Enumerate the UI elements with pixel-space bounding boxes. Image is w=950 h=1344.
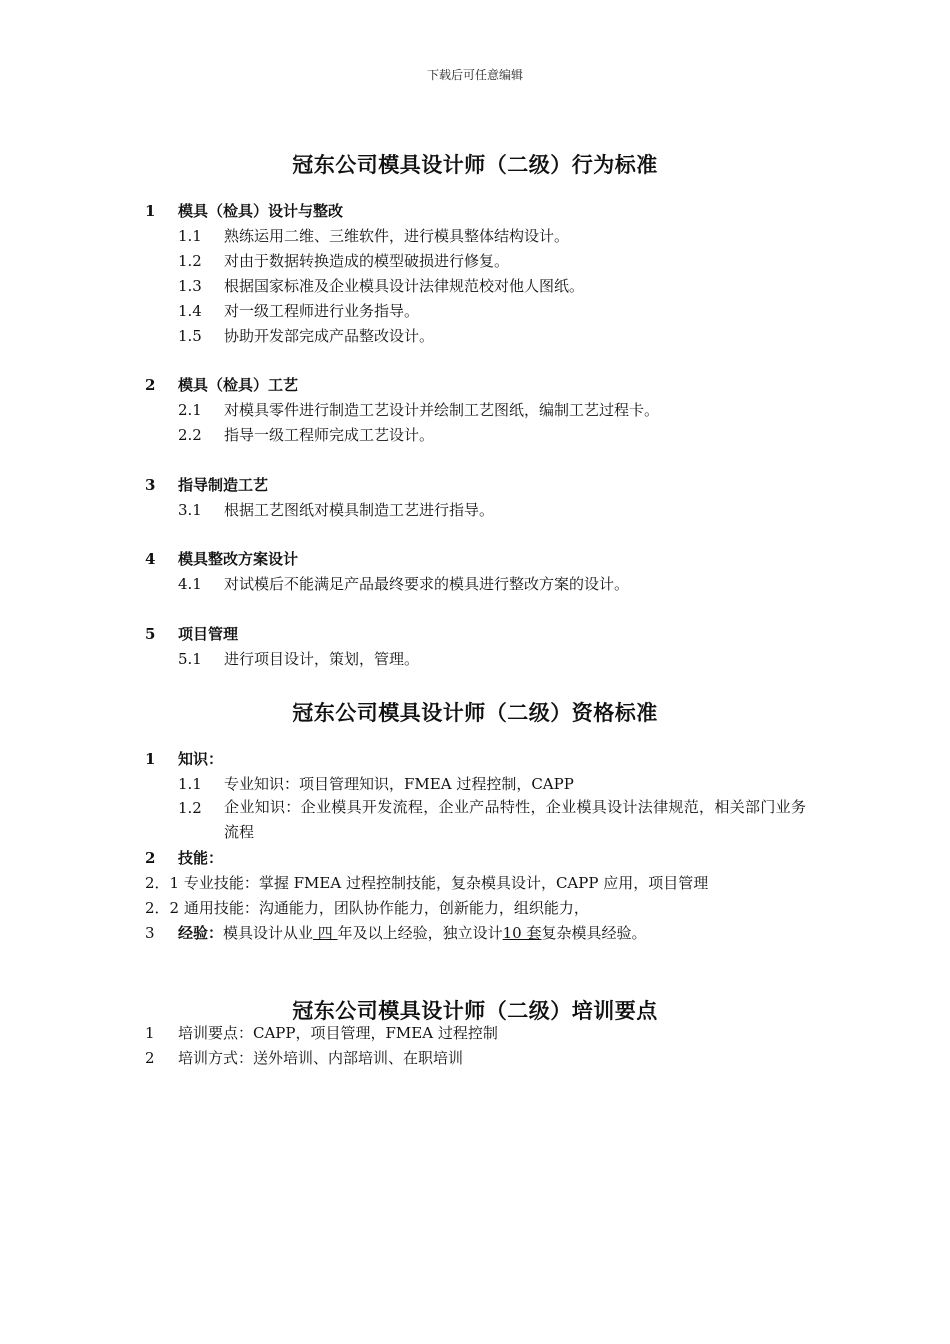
behavior-standard-title: 冠东公司模具设计师（二级）行为标准: [292, 152, 658, 177]
sub-text: 对一级工程师进行业务指导。: [224, 302, 420, 320]
item-heading: 项目管理: [178, 625, 239, 643]
sub-number: 2.2: [178, 426, 202, 444]
item-heading: 技能：: [178, 849, 224, 867]
sub-number: 1.2: [178, 252, 202, 270]
item-heading: 指导制造工艺: [178, 476, 269, 494]
item-number: 1: [145, 750, 156, 768]
sub-text: 进行项目设计，策划，管理。: [224, 650, 420, 668]
sub-number: 3.1: [178, 501, 202, 519]
skills-line-1: 2．1 专业技能：掌握 FMEA 过程控制技能，复杂模具设计，CAPP 应用，项目管理: [145, 874, 709, 892]
sub-text: 对模具零件进行制造工艺设计并绘制工艺图纸，编制工艺过程卡。: [224, 401, 660, 419]
sub-text: 根据国家标准及企业模具设计法律规范校对他人图纸。: [224, 277, 585, 295]
item-heading: 模具（检具）工艺: [178, 376, 299, 394]
header-note: 下载后可任意编辑: [426, 68, 523, 82]
qualification-standard-title: 冠东公司模具设计师（二级）资格标准: [292, 700, 658, 725]
sub-text: 专业知识：项目管理知识，FMEA 过程控制，CAPP: [224, 775, 574, 793]
sub-number: 1.2: [178, 799, 202, 817]
sub-number: 4.1: [178, 575, 202, 593]
skills-line-2: 2．2 通用技能：沟通能力，团队协作能力，创新能力，组织能力，: [145, 899, 589, 917]
item-number: 3: [145, 924, 155, 942]
sub-number: 1.5: [178, 327, 202, 345]
item-text: 培训要点：CAPP，项目管理，FMEA 过程控制: [178, 1024, 498, 1042]
experience-sets: 10 套: [502, 924, 542, 942]
sub-text: 熟练运用二维、三维软件，进行模具整体结构设计。: [224, 227, 570, 245]
sub-number: 2.1: [178, 401, 202, 419]
sub-text: 对试模后不能满足产品最终要求的模具进行整改方案的设计。: [224, 575, 630, 593]
experience-label: 经验：: [178, 924, 224, 942]
item-number: 5: [145, 625, 156, 643]
item-number: 3: [145, 476, 156, 494]
item-text: 培训方式：送外培训、内部培训、在职培训: [178, 1049, 464, 1067]
sub-number: 1.1: [178, 227, 202, 245]
experience-text-a: 模具设计从业: [223, 924, 314, 942]
sub-text: 指导一级工程师完成工艺设计。: [224, 426, 435, 444]
experience-text: [178, 923, 646, 943]
sub-text: 协助开发部完成产品整改设计。: [224, 327, 435, 345]
training-points-title: 冠东公司模具设计师（二级）培训要点: [292, 998, 658, 1023]
sub-number: 1.3: [178, 277, 202, 295]
sub-number: 1.1: [178, 775, 202, 793]
sub-text: 企业知识：企业模具开发流程，企业产品特性，企业模具设计法律规范，相关部门业务流程: [224, 798, 806, 841]
sub-text: 对由于数据转换造成的模型破损进行修复。: [224, 252, 510, 270]
item-number: 2: [145, 1049, 155, 1067]
item-number: 4: [145, 550, 156, 568]
experience-years: 四: [313, 924, 338, 942]
item-heading: 模具整改方案设计: [178, 550, 299, 568]
experience-text-b: 年及以上经验，独立设计: [337, 924, 503, 942]
item-number: 1: [145, 1024, 155, 1042]
item-heading: 知识：: [178, 750, 224, 768]
item-number: 2: [145, 849, 156, 867]
experience-text-c: 复杂模具经验。: [541, 924, 647, 942]
item-heading: 模具（检具）设计与整改: [178, 202, 344, 220]
sub-number: 5.1: [178, 650, 202, 668]
sub-text: 根据工艺图纸对模具制造工艺进行指导。: [224, 501, 495, 519]
item-number: 2: [145, 376, 156, 394]
sub-number: 1.4: [178, 302, 202, 320]
item-number: 1: [145, 202, 156, 220]
